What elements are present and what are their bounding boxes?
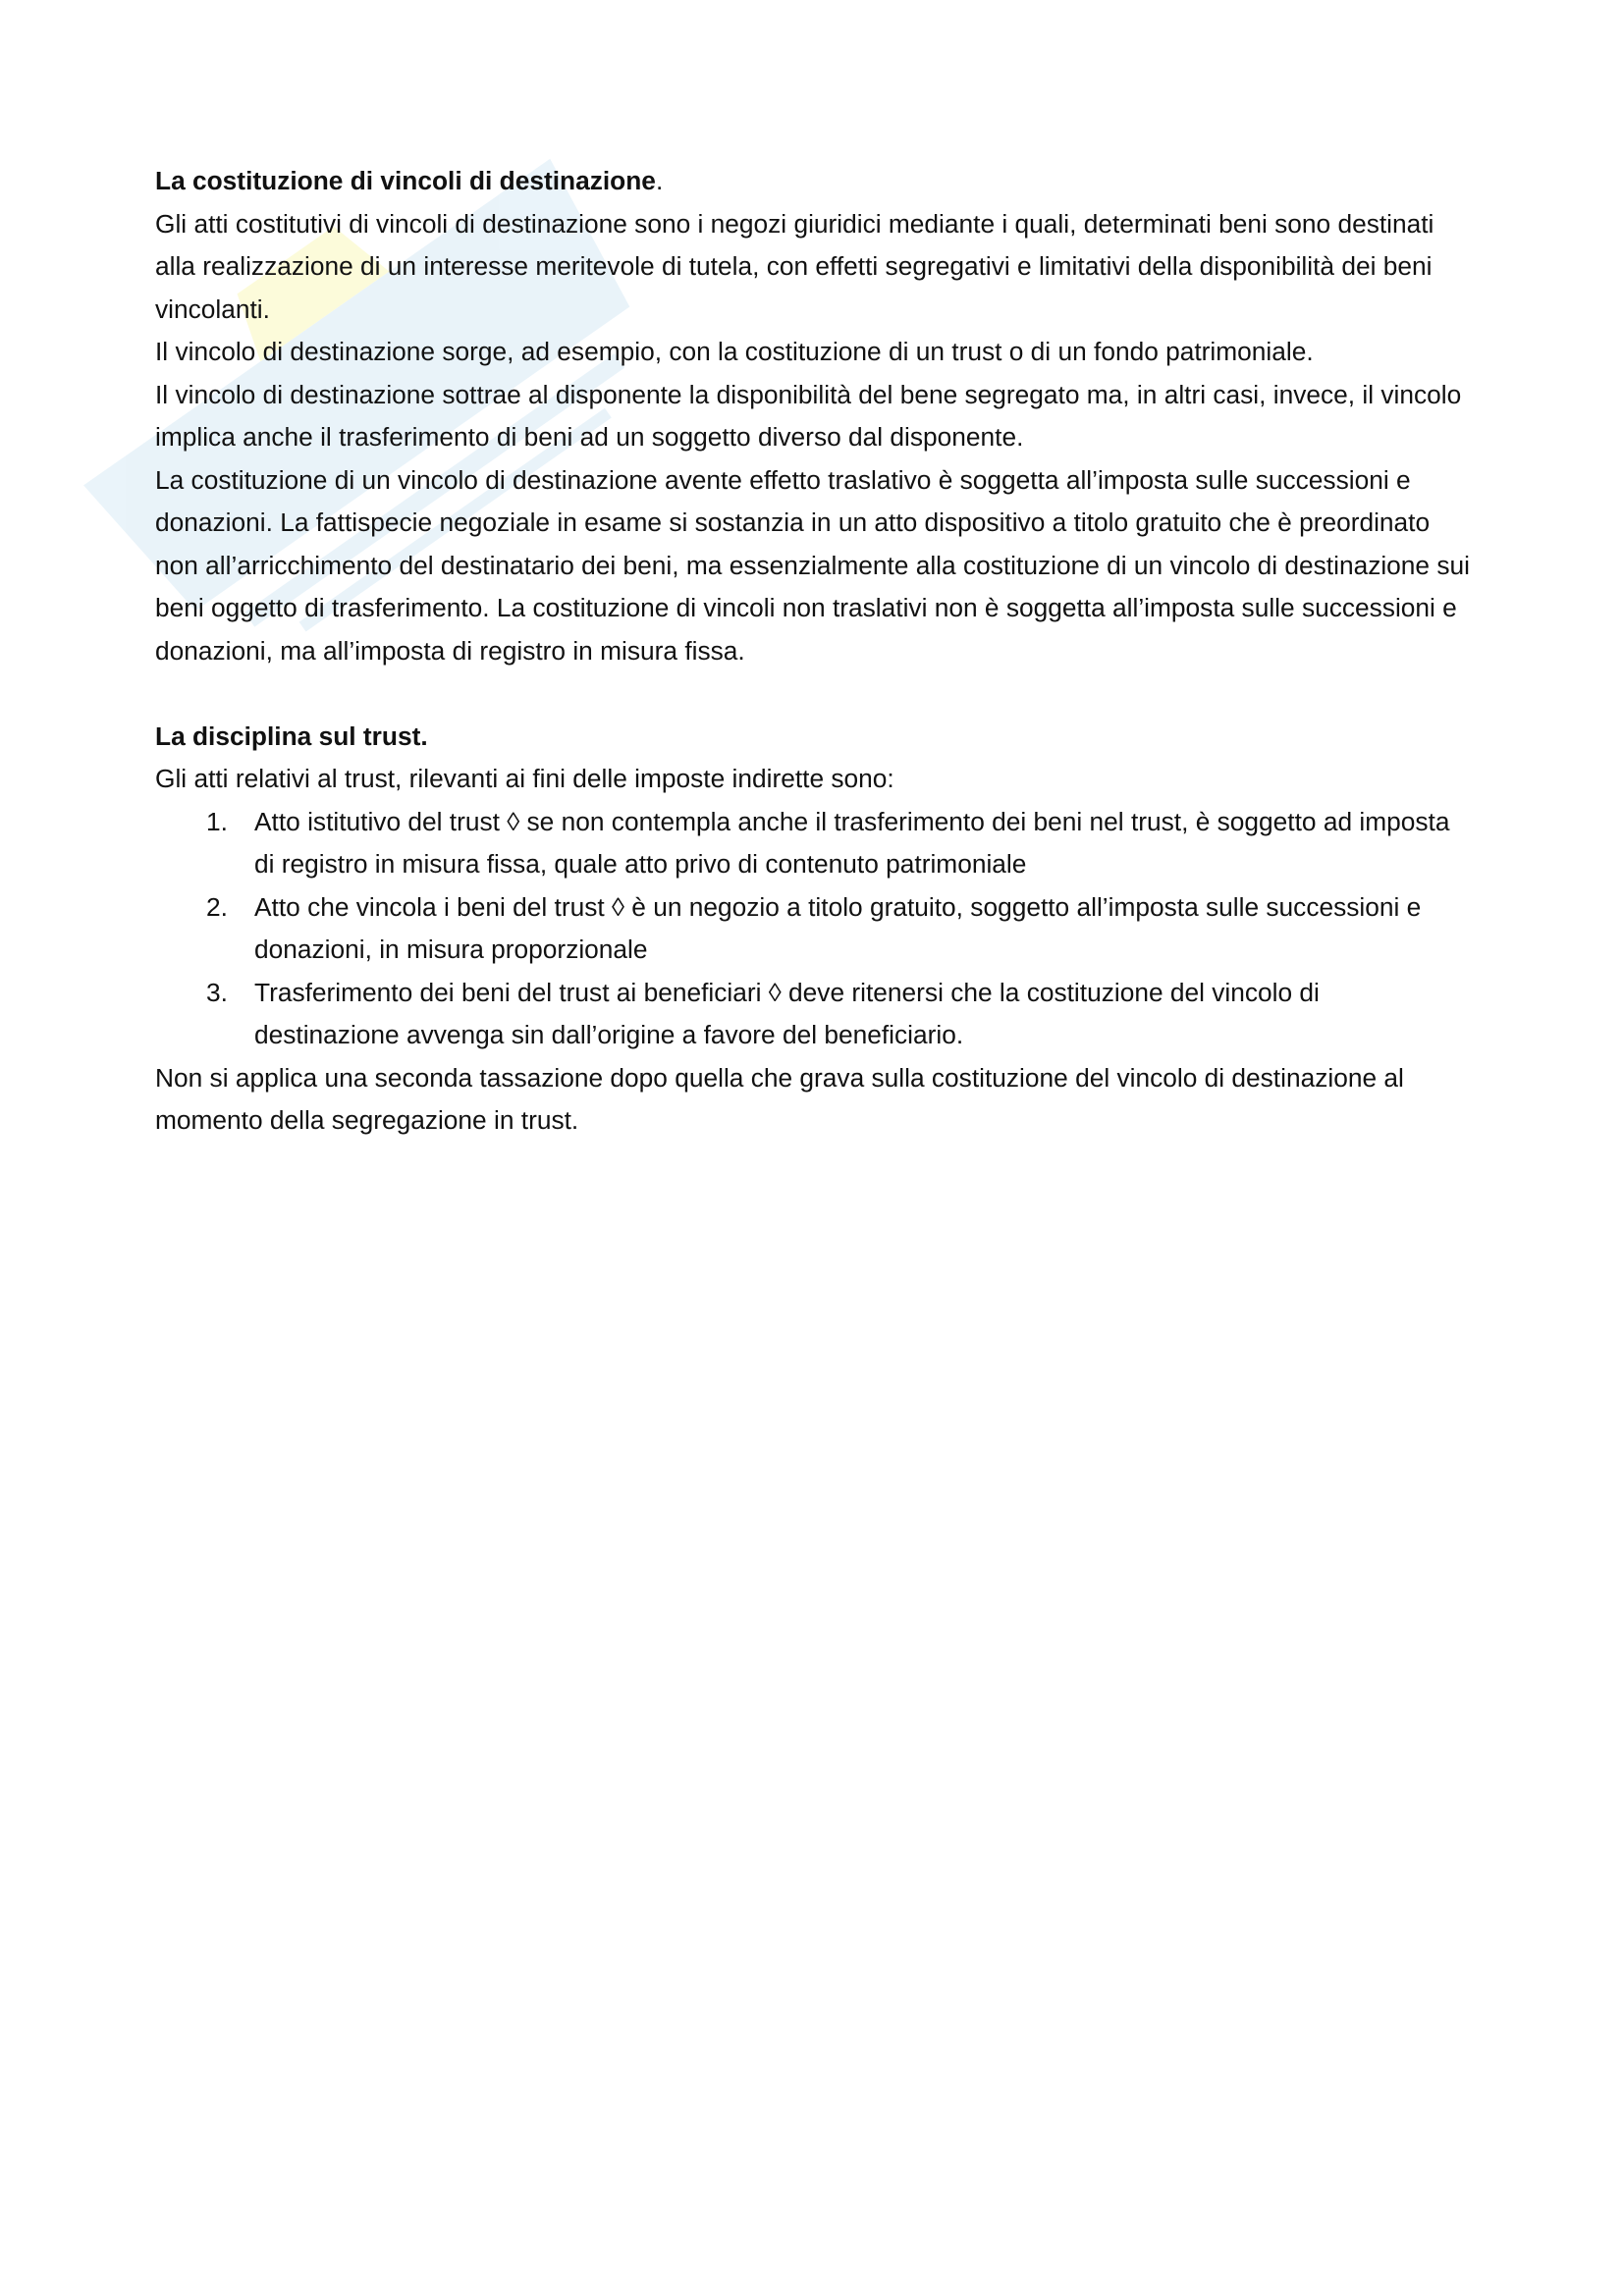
list-item (155, 886, 1471, 972)
list-intro: Gli atti relativi al trust, rilevanti ai fini delle imposte indirette sono: (155, 764, 894, 793)
list-item-text: Trasferimento dei beni del trust ai beneficiari ◊ deve ritenersi che la costituzione del vincolo di destinazione avvenga sin dall’origine a favore del beneficiario. (254, 977, 1320, 1049)
heading-punctuation: . (655, 166, 664, 195)
heading-text: La costituzione di vincoli di destinazione (155, 166, 656, 195)
paragraph: Il vincolo di destinazione sottrae al disponente la disponibilità del bene segregato ma, in altri casi, invece, il vincolo implica anche il trasferimento di beni ad un soggetto diverso dal disponente. (155, 379, 1462, 452)
list-item-number: 1. (206, 806, 228, 836)
list-item-text: Atto istitutivo del trust ◊ se non contempla anche il trasferimento dei beni nel trust, è soggetto ad imposta di registro in misura fissa, quale atto privo di contenuto patrimoniale (254, 806, 1450, 879)
closing-paragraph: Non si applica una seconda tassazione dopo quella che grava sulla costituzione del vincolo di destinazione al momento della segregazione in trust. (155, 1062, 1404, 1135)
section-heading-trust: La disciplina sul trust. (155, 721, 428, 751)
document-body (155, 160, 1471, 1143)
list-item-number: 2. (206, 891, 228, 922)
paragraph: Il vincolo di destinazione sorge, ad esempio, con la costituzione di un trust o di un fondo patrimoniale. (155, 337, 1314, 366)
section-heading-vincoli (155, 160, 1471, 203)
list-item (155, 801, 1471, 886)
list-item (155, 972, 1471, 1057)
paragraph: Gli atti costitutivi di vincoli di destinazione sono i negozi giuridici mediante i quali, determinati beni sono destinati alla realizzazione di un interesse meritevole di tutela, con effetti segregativi e limitativi della disponibilità dei beni vincolanti. (155, 208, 1434, 324)
list-item-text: Atto che vincola i beni del trust ◊ è un negozio a titolo gratuito, soggetto all’imposta sulle successioni e donazioni, in misura proporzionale (254, 891, 1422, 964)
paragraph: La costituzione di un vincolo di destinazione avente effetto traslativo è soggetta all’imposta sulle successioni e donazioni. La fattispecie negoziale in esame si sostanzia in un atto dispositivo a titolo gratuito che è preordinato non all’arricchimento del destinatario dei beni, ma essenzialmente alla costituzione di un vincolo di destinazione sui beni oggetto di trasferimento. La costituzione di vincoli non traslativi non è soggetta all’imposta sulle successioni e donazioni, ma all’imposta di registro in misura fissa. (155, 464, 1470, 666)
spacer (155, 672, 1471, 716)
numbered-list (155, 801, 1471, 1057)
list-item-number: 3. (206, 977, 228, 1007)
